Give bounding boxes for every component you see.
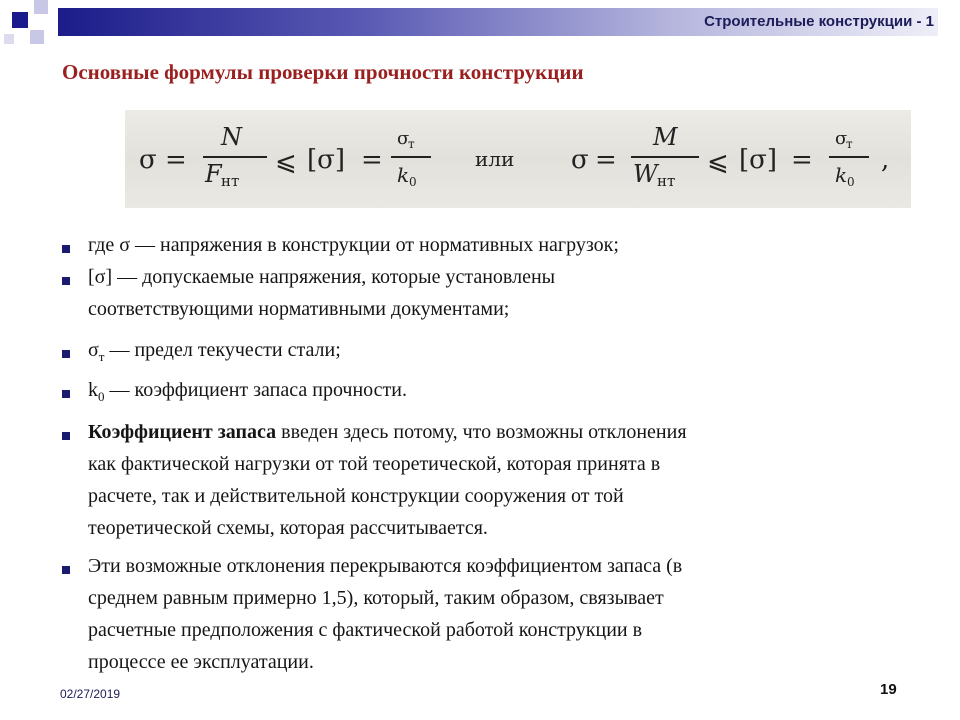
formula-bracket-sigma: [σ] xyxy=(307,145,346,175)
formula-den-f: F xyxy=(205,160,222,188)
formula-eq: = xyxy=(165,145,187,175)
decor-square xyxy=(30,30,44,44)
bullet-text: где σ — напряжения в конструкции от нормативных нагрузок; xyxy=(88,234,619,256)
formula-den-f-sub: нт xyxy=(221,172,240,190)
bullet-square-icon xyxy=(62,566,70,574)
bullet-text: как фактической нагрузки от той теоретической, которая принята в xyxy=(88,453,661,475)
formula-num-m: M xyxy=(653,123,678,151)
bullet-text: среднем равным примерно 1,5), который, таким образом, связывает xyxy=(88,587,664,609)
formula-or: или xyxy=(475,147,515,171)
bullet-text: Эти возможные отклонения перекрываются коэффициентом запаса (в xyxy=(88,555,683,577)
bullet-text: расчетные предположения с фактической работой конструкции в xyxy=(88,619,643,641)
bullet-text: соответствующими нормативными документами; xyxy=(88,298,510,320)
decor-square xyxy=(12,12,28,28)
formula-svg xyxy=(125,110,911,208)
bullet-text: [σ] — допускаемые напряжения, которые установлены xyxy=(88,266,556,288)
bullet-rest: введен здесь потому, что возможны отклонения xyxy=(276,421,687,443)
bullet-square-icon xyxy=(62,390,70,398)
bullet-text: расчете, так и действительной конструкции сооружения от той xyxy=(88,485,624,507)
decor-square xyxy=(34,0,48,14)
formula-comma: , xyxy=(881,145,890,175)
formula-k-sub: 0 xyxy=(847,175,855,189)
formula-le: ⩽ xyxy=(707,147,729,177)
formula-sigma-t-sub: т xyxy=(408,137,415,151)
k-sub: 0 xyxy=(98,389,105,404)
formula-k: k xyxy=(397,163,410,187)
bullet-rest: — коэффициент запаса прочности. xyxy=(104,379,407,401)
sigma-sub: т xyxy=(98,349,105,364)
formula-k-sub: 0 xyxy=(409,175,417,189)
formula-sigma-t: σ xyxy=(835,128,848,149)
footer-date: 02/27/2019 xyxy=(60,687,121,701)
bullet-text: процессе ее эксплуатации. xyxy=(88,651,314,673)
formula-sigma: σ xyxy=(139,145,157,175)
formula-image xyxy=(125,110,911,208)
decor-square xyxy=(4,34,14,44)
formula-den-w-sub: нт xyxy=(657,172,676,190)
bullet-square-icon xyxy=(62,277,70,285)
bullet-rest: — предел текучести стали; xyxy=(104,339,341,361)
bullet-square-icon xyxy=(62,432,70,440)
sigma-symbol: σ xyxy=(88,339,99,361)
formula-sigma-t-sub: т xyxy=(846,137,853,151)
bullet-square-icon xyxy=(62,350,70,358)
formula-num-n: N xyxy=(221,123,242,151)
formula-sigma-t: σ xyxy=(397,128,410,149)
formula-den-w: W xyxy=(633,160,658,188)
bullet-text xyxy=(88,416,687,448)
bullet-text xyxy=(88,334,341,373)
bullet-square-icon xyxy=(62,245,70,253)
formula-k: k xyxy=(835,163,848,187)
formula-eq: = xyxy=(361,145,383,175)
bullet-text xyxy=(88,374,407,413)
slide-title: Основные формулы проверки прочности конструкции xyxy=(62,60,584,84)
formula-sigma: σ xyxy=(571,145,589,175)
course-title: Строительные конструкции - 1 xyxy=(704,13,934,30)
bold-term: Коэффициент запаса xyxy=(88,421,277,443)
k-symbol: k xyxy=(88,379,98,401)
bullet-text: теоретической схемы, которая рассчитывается. xyxy=(88,517,488,539)
formula-eq: = xyxy=(595,145,617,175)
page-number: 19 xyxy=(880,681,897,698)
formula-eq: = xyxy=(791,145,813,175)
formula-bracket-sigma: [σ] xyxy=(739,145,778,175)
formula-le: ⩽ xyxy=(275,147,297,177)
